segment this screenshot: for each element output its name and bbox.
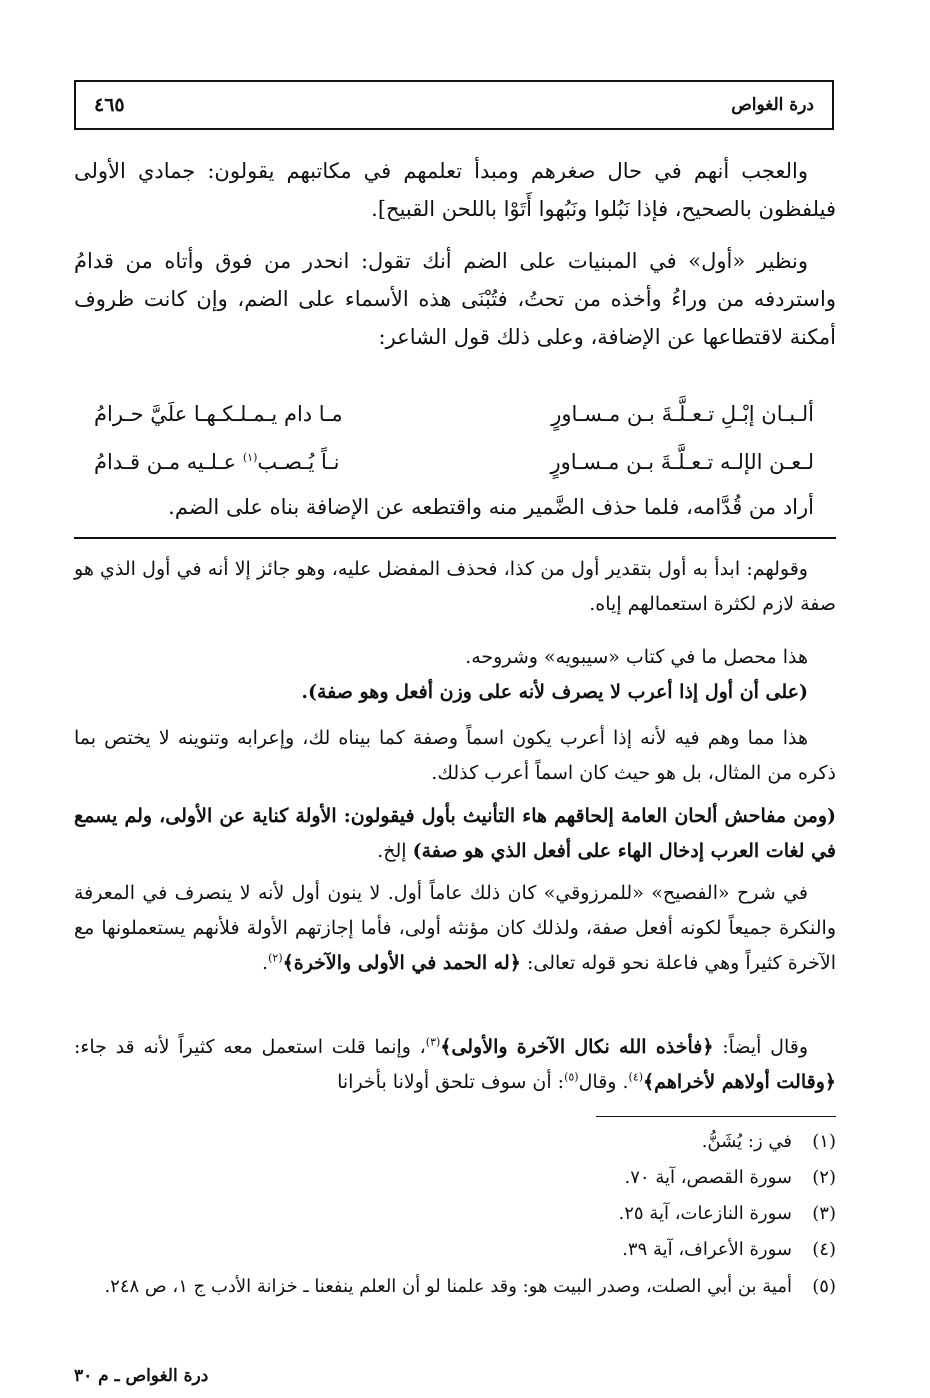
- footnote-4: [74, 1232, 836, 1268]
- footnotes: [74, 1124, 836, 1302]
- commentary-7-pre: وقال أيضاً:: [713, 1036, 808, 1058]
- verse-2-text-b: عـلـيه مـن قـدامُ: [94, 450, 243, 474]
- verse-1-second-hemistich: مـا دام يـمـلـكـهـا علَيَّ حـرامُ: [94, 402, 343, 426]
- footnote-number: (٣): [812, 1203, 836, 1224]
- signature-text: درة الغواص ـ م ٣٠: [74, 1366, 209, 1386]
- footnote-5: [74, 1272, 836, 1302]
- footnote-text: سورة القصص، آية ٧٠.: [624, 1167, 792, 1188]
- footnote-number: (٢): [812, 1167, 836, 1188]
- commentary-block-4: [74, 799, 836, 869]
- commentary-paragraph-5: [74, 799, 836, 869]
- commentary-paragraph-2: هذا محصل ما في كتاب «سيبويه» وشروحه.: [465, 646, 808, 668]
- verse-2-text-a: نـاً يُـصـب: [257, 450, 340, 474]
- section-divider: [74, 537, 836, 539]
- commentary-6-end: .: [262, 952, 269, 974]
- main-text: [74, 152, 836, 356]
- main-paragraph-1: والعجب أنهم في حال صغرهم ومبدأ تعلمهم في مكاتبهم يقولون: جمادي الأولى فيلفظون بالصحيح، فإذا نَبُلوا ونَبُهوا أَتَوْا باللحن القبيح].: [74, 159, 836, 221]
- footnote-divider: [596, 1116, 836, 1117]
- closing-line: أراد من قُدَّامه، فلما حذف الضَّمير منه واقتطعه عن الإضافة بناه على الضم.: [168, 495, 814, 519]
- page-number: ٤٦٥: [94, 94, 125, 116]
- running-title: درة الغواص: [731, 95, 814, 115]
- running-header: [74, 80, 834, 130]
- footnote-number: (١): [812, 1131, 836, 1152]
- main-paragraph-2: ونظير «أول» في المبنيات على الضم أنك تقول: انحدر من فوق وأتاه من قدامُ واستردفه من وراءُ وأخذه من تحتُ، فتُبْنَى هذه الأسماء على الضم، وإن كانت ظروف أمكنة لاقتطاعها عن الإضافة، وعلى ذلك قول الشاعر:: [74, 249, 836, 349]
- footnote-2: [74, 1160, 836, 1196]
- verse-1-first-hemistich: ألـبـان إبْـلِ تـعـلَّـةَ بـن مـسـاورٍ: [551, 402, 814, 426]
- quran-quote-3: ﴿وقالت أولاهم لأخراهم﴾: [643, 1071, 836, 1093]
- commentary-7-mid2: . وقال: [578, 1071, 629, 1093]
- footnote-1: [74, 1124, 836, 1160]
- footnote-text: سورة الأعراف، آية ٣٩.: [622, 1239, 792, 1260]
- footnote-ref-4: (٤): [628, 1070, 644, 1084]
- etc-text: إلخ.: [377, 840, 413, 862]
- commentary-block-6: [74, 1030, 836, 1100]
- footnote-text: في ز: يُشَنُّ.: [701, 1131, 792, 1152]
- verse-2-first-hemistich: لـعـن الإلـه تـعـلَّـةَ بـن مـسـاورٍ: [550, 450, 814, 474]
- footnote-text: سورة النازعات، آية ٢٥.: [618, 1203, 792, 1224]
- footnote-3: [74, 1196, 836, 1232]
- verse-2-second-hemistich: [94, 450, 434, 474]
- footnote-text: أمية بن أبي الصلت، وصدر البيت هو: وقد علمنا لو أن العلم ينفعنا ـ خزانة الأدب ج ١، ص ٢٤٨.: [104, 1276, 792, 1297]
- bottom-signature: [74, 1366, 834, 1386]
- commentary-paragraph-1: وقولهم: ابدأ به أول بتقدير أول من كذا، فحذف المفضل عليه، وهو جائز إلا أنه في أول الذي هو صفة لازم لكثرة استعمالهم إياه.: [74, 558, 836, 615]
- footnote-ref-2: (٢): [268, 951, 283, 965]
- quran-quote-2: ﴿فأخذه الله نكال الآخرة والأولى﴾: [440, 1036, 714, 1058]
- footnote-ref-3: (٣): [425, 1035, 441, 1049]
- verse-line-1: [94, 394, 814, 434]
- commentary-7-mid: ، وإنما قلت استعمل معه كثيراً لأنه قد جاء:: [74, 1036, 426, 1058]
- commentary-block-3: [74, 721, 836, 791]
- commentary-paragraph-3: (على أن أول إذا أعرب لا يصرف لأنه على وزن أفعل وهو صفة).: [301, 681, 808, 703]
- quoted-text-bold: (ومن مفاحش ألحان العامة إلحاقهم هاء التأنيث بأول فيقولون: الأولة كناية عن الأولى، ولم يسمع في لغات العرب إدخال الهاء على أفعل الذي هو صفة): [74, 805, 836, 862]
- verse-line-2: [94, 442, 814, 482]
- commentary-paragraph-4: هذا مما وهم فيه لأنه إذا أعرب يكون اسماً وصفة كما بيناه لك، وإعرابه وتنوينه لا يختص بما ذكره من المثال، بل هو حيث كان اسماً أعرب كذلك.: [74, 727, 836, 784]
- footnote-number: (٤): [812, 1239, 836, 1260]
- footnote-ref-5: (٥): [564, 1070, 579, 1084]
- footnote-ref-1: (١): [242, 451, 258, 464]
- commentary-block-1: [74, 552, 836, 622]
- quran-quote-1: ﴿له الحمد في الأولى والآخرة﴾: [282, 952, 521, 974]
- commentary-6-text: في شرح «الفصيح» «للمرزوقي» كان ذلك عاماً أول. لا ينون أول لأنه لا ينصرف في المعرفة والنكرة جميعاً لكونه أفعل صفة، ولذلك كان مؤنثه أولى، فأما إجازتهم الأولة فلأنهم يستعملونها مع الآخرة كثيراً وهي فاعلة نحو قوله تعالى:: [74, 882, 836, 974]
- commentary-block-5: [74, 876, 836, 981]
- footnote-number: (٥): [812, 1276, 836, 1297]
- commentary-block-2: [74, 640, 836, 710]
- commentary-paragraph-7: [74, 1030, 836, 1100]
- commentary-paragraph-6: [74, 876, 836, 981]
- commentary-7-end: : أن سوف تلحق أولانا بأخرانا: [337, 1071, 565, 1093]
